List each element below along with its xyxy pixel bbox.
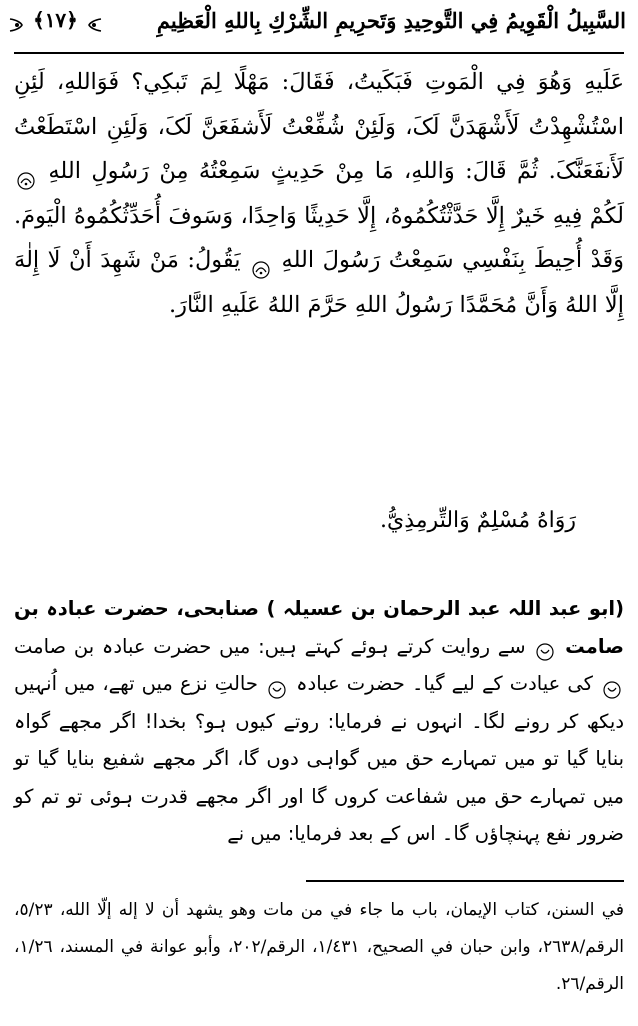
urdu-translation: [14, 590, 624, 853]
radiallahu-anhu-ligature-icon: [602, 675, 622, 695]
radiallahu-anhu-ligature-icon: [267, 675, 287, 695]
arabic-text-part-2: لَکُمْ فِيهِ خَيرٌ إِلَّا حَدَّثْتُکُمُوهُ، إِلَّا حَدِيثًا وَاحِدًا، وَسَوفَ أُحَدِّثُکُمُوهُ الْيَومَ. وَقَدْ أُحِيطَ بِنَفْسِي سَمِعْتُ رَسُولَ اللهِ: [14, 202, 625, 273]
salawat-ligature-icon: [16, 162, 36, 182]
arabic-hadith-text: [14, 60, 624, 327]
footnote: [14, 892, 624, 1003]
header-divider: [14, 52, 624, 54]
urdu-text-part-1: سے روایت کرتے ہوئے کہتے ہیں: میں حضرت عبادہ بن صامت: [14, 634, 526, 658]
salawat-ligature-icon: [251, 251, 271, 271]
ornament-left-icon: [85, 14, 103, 30]
urdu-text-part-3: حالتِ نزع میں تھے، میں اُنہیں دیکھ کر رونے لگا۔ انہوں نے فرمایا: روتے کیوں ہو؟ بخدا! اگر مجھے گواہ بنایا گیا تو میں تمہارے حق میں گواہی دوں گا، اگر مجھے شفیع بنایا گیا تو میں تمہارے حق میں شفاعت کروں گا اور اگر مجھے قدرت ہوئی تو تم کو ضرور نفع پہنچاؤں گا۔ اس کے بعد فرمایا: میں نے: [14, 672, 624, 845]
urdu-text-part-2: کی عیادت کے لیے گیا۔ حضرت عبادہ: [296, 672, 593, 695]
page-number: [8, 8, 103, 32]
footnote-text: في السنن، کتاب الإيمان، باب ما جاء في من مات وهو يشهد أن لا إله إلّا الله، ٥/٢٣، الرقم/٢٦٣٨، وابن حبان في الصحيح، ١/٤٣١، الرقم/٢٠٢، وأبو عوانة في المسند، ١/٢٦، الرقم/٢٦.: [14, 900, 624, 994]
page-number-text: ﴿١٧﴾: [32, 8, 78, 32]
running-title: السَّبِيلُ الْقَوِيمُ فِي التَّوحِيدِ وَتَحرِيمِ الشِّرْكِ بِاللهِ الْعَظِيمِ: [156, 8, 626, 33]
hadith-source: رَوَاهُ مُسْلِمٌ وَالتِّرمِذِيُّ.: [380, 508, 576, 533]
arabic-text-part-3: يَقُولُ: مَنْ شَهِدَ أَنْ لَا إِلٰهَ إِلَّا اللهُ وَأَنَّ مُحَمَّدًا رَسُولُ اللهِ حَرَّمَ اللهُ عَلَيهِ النَّارَ.: [14, 247, 624, 318]
radiallahu-anhu-ligature-icon: [535, 637, 555, 657]
arabic-text-part-1: عَلَيهِ وَهُوَ فِي الْمَوتِ فَبَكَيتُ، فَقَالَ: مَهْلًا لِمَ تَبكِي؟ فَوَاللهِ، لَئِنِ اسْتُشْهِدْتُ لَأَشْهَدَنَّ لَکَ، وَلَئِنْ شُفِّعْتُ لَأَشفَعَنَّ لَکَ، وَلَئِنِ اسْتَطَعْتُ لَأَنفَعَنَّکَ. ثُمَّ قَالَ: وَاللهِ، مَا مِنْ حَدِيثٍ سَمِعْتُهُ مِنْ رَسُولِ اللهِ: [14, 69, 625, 184]
ornament-right-icon: [8, 14, 26, 30]
page-header: [8, 6, 630, 44]
urdu-heading: (ابو عبد اللہ عبد الرحمان بن عسیلہ ) صنابحی، حضرت عبادہ بن صامت: [14, 597, 624, 658]
footnote-divider: [306, 880, 624, 882]
